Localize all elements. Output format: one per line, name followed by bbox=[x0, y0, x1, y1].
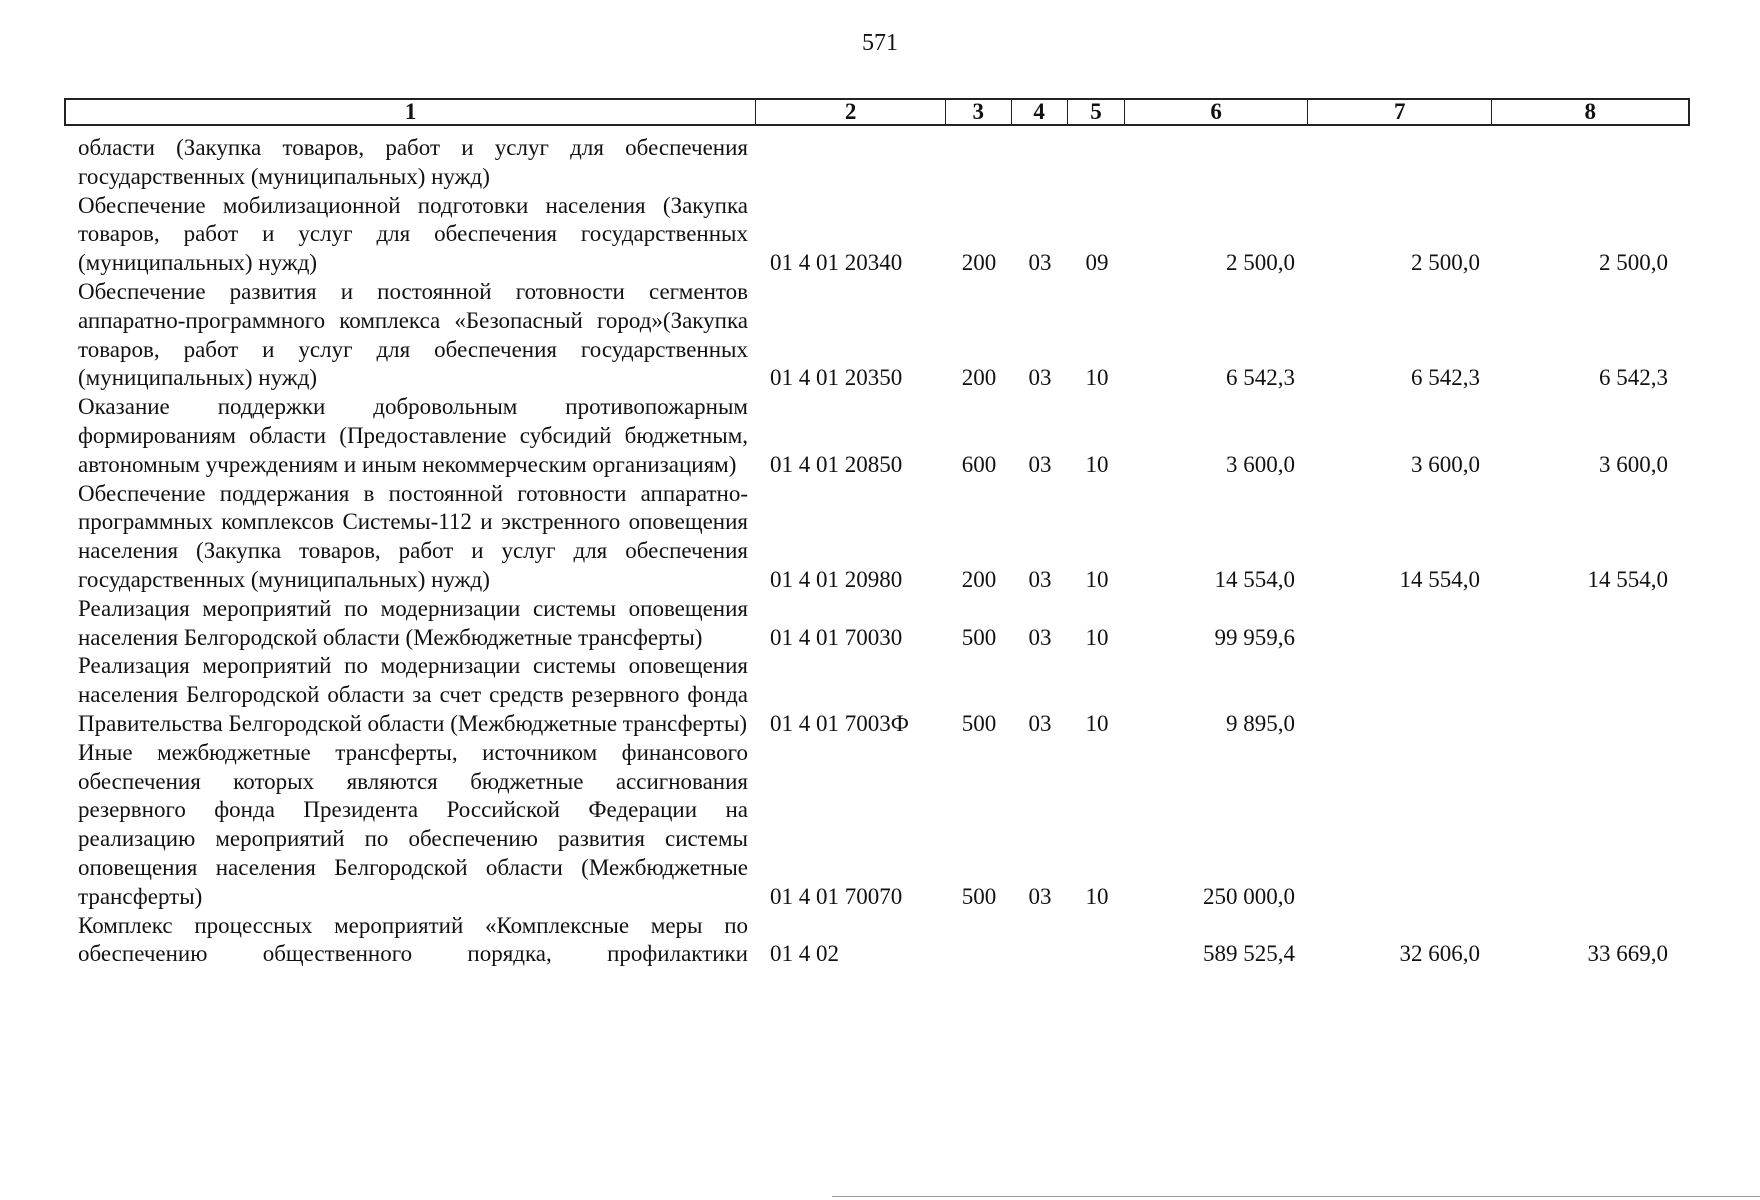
table-header bbox=[64, 98, 1690, 126]
row-value-6: 2 500,0 bbox=[1226, 250, 1295, 276]
table-row bbox=[64, 652, 1690, 738]
column-header-6: 6 bbox=[1125, 100, 1308, 124]
row-code: 01 4 01 70070 bbox=[770, 883, 903, 909]
row-col4: 03 bbox=[1028, 710, 1052, 736]
table-body bbox=[64, 134, 1690, 969]
row-description: Реализация мероприятий по модернизации системы оповещения населения Белгородской области за счет средств резервного фонда Правительства Белгородской области (Межбюджетные трансферты) bbox=[78, 653, 748, 736]
row-col3: 200 bbox=[961, 250, 997, 276]
page-number: 571 bbox=[862, 30, 898, 56]
column-header-2: 2 bbox=[756, 100, 946, 124]
row-col3: 500 bbox=[961, 624, 997, 650]
row-col4: 03 bbox=[1028, 250, 1052, 276]
row-code: 01 4 01 20980 bbox=[770, 566, 903, 592]
row-code: 01 4 01 20850 bbox=[770, 451, 903, 477]
row-value-8: 14 554,0 bbox=[1587, 566, 1668, 592]
row-code: 01 4 01 20350 bbox=[770, 365, 903, 391]
row-code: 01 4 01 70030 bbox=[770, 624, 903, 650]
row-value-8: 33 669,0 bbox=[1587, 941, 1668, 967]
row-description: Оказание поддержки добровольным противопожарным формированиям области (Предоставление субсидий бюджетным, автономным учреждениям и иным некоммерческим организациям) bbox=[78, 394, 748, 477]
row-col5: 10 bbox=[1085, 566, 1109, 592]
row-code: 01 4 01 7003Ф bbox=[770, 710, 909, 736]
table-row bbox=[64, 278, 1690, 393]
column-header-3: 3 bbox=[946, 100, 1012, 124]
row-value-7: 14 554,0 bbox=[1399, 566, 1480, 592]
row-value-6: 99 959,6 bbox=[1214, 624, 1295, 650]
row-description: Комплекс процессных мероприятий «Комплексные меры по обеспечению общественного порядка, профилактики bbox=[78, 912, 748, 967]
column-header-8: 8 bbox=[1584, 99, 1596, 124]
table-row bbox=[64, 192, 1690, 278]
table-row bbox=[64, 393, 1690, 479]
row-col3: 500 bbox=[961, 883, 997, 909]
row-value-7: 3 600,0 bbox=[1411, 451, 1480, 477]
column-header-7: 7 bbox=[1308, 100, 1493, 124]
row-value-8: 3 600,0 bbox=[1599, 451, 1668, 477]
row-value-6: 250 000,0 bbox=[1203, 883, 1295, 909]
column-header-5: 5 bbox=[1068, 100, 1126, 124]
table-row bbox=[64, 480, 1690, 595]
row-description: Обеспечение мобилизационной подготовки населения (Закупка товаров, работ и услуг для обеспечения государственных (муниципальных) нужд) bbox=[78, 192, 748, 276]
row-col5: 09 bbox=[1085, 250, 1109, 276]
row-value-6: 3 600,0 bbox=[1226, 451, 1295, 477]
row-description: Обеспечение развития и постоянной готовности сегментов аппаратно-программного комплекса «Безопасный город»(Закупка товаров, работ и услуг для обеспечения государственных (муниципальных) нужд) bbox=[78, 278, 748, 391]
row-value-6: 14 554,0 bbox=[1214, 566, 1295, 592]
row-value-6: 9 895,0 bbox=[1226, 710, 1295, 736]
row-value-6: 589 525,4 bbox=[1203, 941, 1295, 967]
row-value-8: 6 542,3 bbox=[1599, 365, 1668, 391]
row-col4: 03 bbox=[1028, 365, 1052, 391]
row-value-8: 2 500,0 bbox=[1599, 250, 1668, 276]
table-row bbox=[64, 595, 1690, 653]
row-col4: 03 bbox=[1028, 566, 1052, 592]
row-col5: 10 bbox=[1085, 365, 1109, 391]
row-col4: 03 bbox=[1028, 451, 1052, 477]
table-row bbox=[64, 912, 1690, 970]
row-col5: 10 bbox=[1085, 883, 1109, 909]
row-code: 01 4 01 20340 bbox=[770, 250, 903, 276]
table-row bbox=[64, 134, 1690, 192]
row-description: Реализация мероприятий по модернизации системы оповещения населения Белгородской области (Межбюджетные трансферты) bbox=[78, 595, 748, 650]
row-description: области (Закупка товаров, работ и услуг для обеспечения государственных (муниципальных) нужд) bbox=[78, 135, 748, 189]
column-header-1: 1 bbox=[66, 100, 756, 124]
row-col5: 10 bbox=[1085, 710, 1109, 736]
row-col3: 600 bbox=[961, 451, 997, 477]
row-value-7: 6 542,3 bbox=[1411, 365, 1480, 391]
row-col5: 10 bbox=[1085, 624, 1109, 650]
row-col4: 03 bbox=[1028, 624, 1052, 650]
row-col3: 200 bbox=[961, 566, 997, 592]
row-value-7: 32 606,0 bbox=[1399, 941, 1480, 967]
table-row bbox=[64, 739, 1690, 912]
row-value-7: 2 500,0 bbox=[1411, 250, 1480, 276]
bottom-divider bbox=[832, 1196, 1760, 1197]
row-col3: 200 bbox=[961, 365, 997, 391]
row-col3: 500 bbox=[961, 710, 997, 736]
row-description: Обеспечение поддержания в постоянной готовности аппаратно-программных комплексов Системы-112 и экстренного оповещения населения (Закупка товаров, работ и услуг для обеспечения государственных (муниципальных) нужд) bbox=[78, 480, 748, 592]
row-code: 01 4 02 bbox=[770, 941, 839, 967]
row-value-6: 6 542,3 bbox=[1226, 365, 1295, 391]
column-header-4: 4 bbox=[1012, 100, 1068, 124]
row-col4: 03 bbox=[1028, 883, 1052, 909]
row-col5: 10 bbox=[1085, 451, 1109, 477]
row-description: Иные межбюджетные трансферты, источником финансового обеспечения которых являются бюджетные ассигнования резервного фонда Президента Российской Федерации на реализацию мероприятий по обеспечению развития системы оповещения населения Белгородской области (Межбюджетные трансферты) bbox=[78, 739, 748, 909]
